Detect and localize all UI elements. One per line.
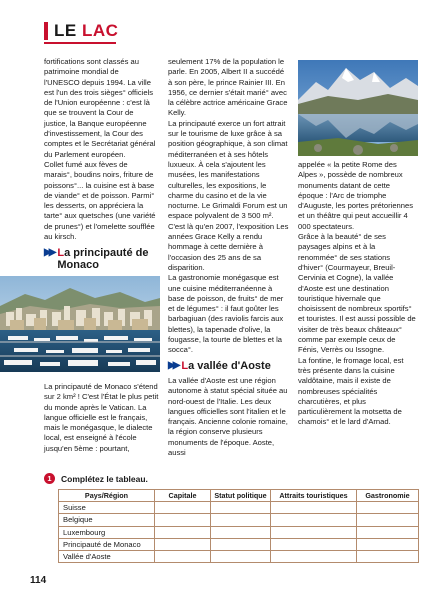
chapter-title <box>54 21 118 41</box>
paragraph-monaco-history: seulement 17% de la population le parle. En 2005, Albert II a succédé à son père, le prince Rainier III. En 1956, ce dernier s'était marié° avec la célèbre actrice américaine Grace Kelly. <box>168 57 288 118</box>
answer-cell[interactable] <box>211 514 271 526</box>
double-arrow-icon: ▶▶ <box>44 247 54 258</box>
column-header: Statut politique <box>211 490 271 502</box>
paragraph-monaco-cuisine: La gastronomie monégasque est une cuisine méditerranéenne à base de poisson, de fruits° de mer et de légumes° : il faut goûter les barbagiuan (des raviolis farcis aux blettes), la tapenade d'olive, la fougasse, la tourte de blettes et la socca°. <box>168 273 284 355</box>
answer-cell[interactable] <box>271 502 357 514</box>
row-label: Luxembourg <box>59 526 155 538</box>
exercise-instruction <box>44 473 148 484</box>
answer-cell[interactable] <box>271 551 357 563</box>
answer-cell[interactable] <box>271 526 357 538</box>
heading-initial: L <box>181 360 189 372</box>
answer-cell[interactable] <box>155 502 211 514</box>
table-row <box>59 538 419 550</box>
exercise-number-badge: 1 <box>44 473 55 484</box>
answer-cell[interactable] <box>155 538 211 550</box>
alpine-lake-photo <box>298 60 418 156</box>
answer-cell[interactable] <box>357 538 419 550</box>
table-row <box>59 551 419 563</box>
heading-text: a vallée d'Aoste <box>188 360 271 372</box>
answer-cell[interactable] <box>155 551 211 563</box>
header-accent-bar <box>44 22 48 40</box>
paragraph-luxembourg-cuisine: Collet fumé aux fèves de marais°, boudins noirs, friture de poissons°... la cuisine est à base de viande° et de poisson. Parmi° les desserts, on appréciera la tarte° aux quetsches (une variété de prunes°) et l'omelette soufflée au kirsch. <box>44 159 156 242</box>
row-label: Suisse <box>59 502 155 514</box>
heading-initial: L <box>57 247 65 259</box>
chapter-header <box>44 20 118 42</box>
answer-cell[interactable] <box>357 526 419 538</box>
paragraph-luxembourg-heritage: fortifications sont classés au patrimoine mondial de l'UNESCO depuis 1994. La ville est l'un des trois sièges° officiels de l'Union européenne : c'est là que se trouvent la Cour de justice, la Banque européenne d'investissement, la Cour des comptes et le Secrétariat général du Parlement européen. <box>44 57 156 159</box>
answer-cell[interactable] <box>211 502 271 514</box>
table-header-row <box>59 490 419 502</box>
column-header: Capitale <box>155 490 211 502</box>
chapter-title-accent: LAC <box>81 21 119 40</box>
column-header: Attraits touristiques <box>271 490 357 502</box>
aoste-intro-text: La vallée d'Aoste est une région autonome à statut spécial située au nord-ouest de l'Italie. Les deux langues officielles sont l'italien et le français. Ancienne colonie romaine, la région conserve plusieurs monuments de l'époque. Aoste, aussi <box>168 376 288 458</box>
section-heading-monaco <box>44 247 160 271</box>
answer-cell[interactable] <box>271 538 357 550</box>
column-3-text <box>298 160 416 428</box>
monaco-harbour-photo <box>0 276 160 372</box>
answer-cell[interactable] <box>271 514 357 526</box>
double-arrow-icon: ▶▶ <box>168 360 178 371</box>
section-heading-aoste <box>168 360 298 372</box>
exercise-instruction-text: Complétez le tableau. <box>61 473 148 484</box>
paragraph-aoste-tourism: Grâce à la beauté° de ses paysages alpins et à la renommée° de ses stations d'hiver° (Courmayeur, Breuil-Cervinia et Cogne), la vallée d'Aoste est une destination touristique hivernale que choisissent de nombreux sportifs° et touristes. Il est aussi possible de visiter de très beaux châteaux° comme par exemple ceux de Fénis, Verrès ou Issogne. <box>298 232 416 355</box>
heading-text: a principauté de Monaco <box>57 247 149 271</box>
column-2-text <box>168 57 290 356</box>
row-label: Belgique <box>59 514 155 526</box>
column-header: Gastronomie <box>357 490 419 502</box>
answer-cell[interactable] <box>211 551 271 563</box>
column-1-text <box>44 57 156 242</box>
monaco-intro-text: La principauté de Monaco s'étend sur 2 km² ! C'est l'État le plus petit du monde après le Vatican. La langue officielle est le français, mais le monégasque, le dialecte local, est enseigné à l'école jusqu'en 5ème : pourtant, <box>44 382 159 453</box>
paragraph-monaco-tourism: La principauté exerce un fort attrait sur le tourisme de luxe grâce à sa position géographique, à son climat méditerranéen et à ses hôtels luxueux. À cela s'ajoutent les musées, les manifestations culturelles, les expositions, le charme du casino et de la vie nocturne. Le Grimaldi Forum est un espace polyvalent de 3 500 m². C'est là qu'en 2007, l'exposition Les années Grace Kelly a rendu hommage à cette dernière à l'occasion des 25 ans de sa disparition. <box>168 118 289 272</box>
row-label: Principauté de Monaco <box>59 538 155 550</box>
table-row <box>59 526 419 538</box>
paragraph-aoste-monuments: appelée « la petite Rome des Alpes », possède de nombreux monuments datant de cette époque : l'Arc de triomphe d'Auguste, les portes prétoriennes et un théâtre qui peut accueillir 4 000 spectateurs. <box>298 160 414 231</box>
paragraph-aoste-cuisine: La fontine, le fromage local, est très présente dans la cuisine valdôtaine, mais il existe de nombreuses spécialités charcutières, et plus particulièrement la motsetta de chamois° et le lard d'Arnad. <box>298 355 404 427</box>
answer-cell[interactable] <box>155 514 211 526</box>
answer-cell[interactable] <box>211 526 271 538</box>
page-number: 114 <box>30 575 47 586</box>
chapter-title-prefix: LE <box>54 21 82 40</box>
table-row <box>59 502 419 514</box>
answer-cell[interactable] <box>357 502 419 514</box>
row-label: Vallée d'Aoste <box>59 551 155 563</box>
exercise-table <box>58 489 419 563</box>
answer-cell[interactable] <box>357 514 419 526</box>
answer-cell[interactable] <box>357 551 419 563</box>
header-underline <box>44 42 116 44</box>
column-header: Pays/Région <box>59 490 155 502</box>
table-row <box>59 514 419 526</box>
answer-cell[interactable] <box>155 526 211 538</box>
answer-cell[interactable] <box>211 538 271 550</box>
